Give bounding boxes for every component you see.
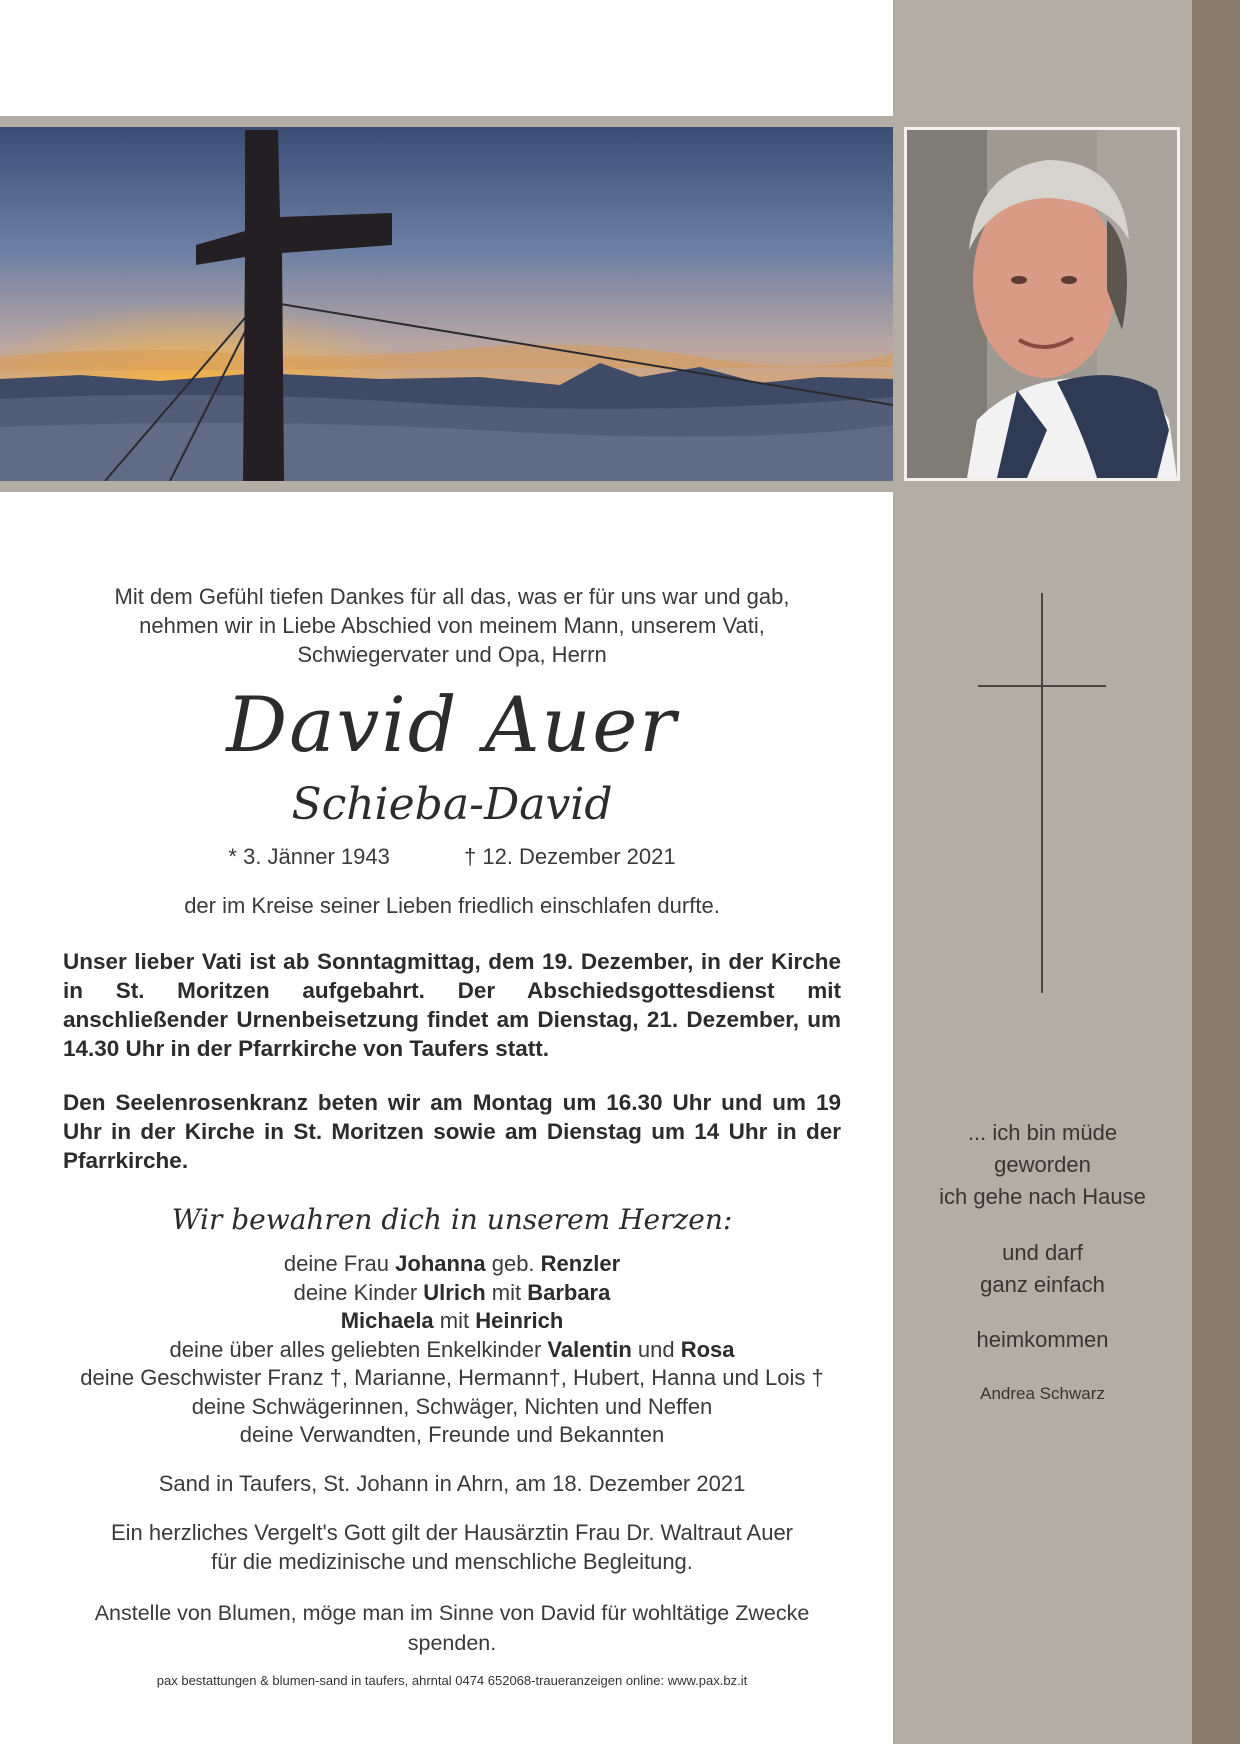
poem-line: ... ich bin müde — [967, 1120, 1118, 1145]
poem-line: und darf — [1002, 1240, 1083, 1265]
intro-line: nehmen wir in Liebe Abschied von meinem Mann, unserem Vati, — [139, 613, 765, 638]
mourner-line: deine über alles geliebten Enkelkinder Valentin und Rosa — [169, 1336, 735, 1362]
motto: Wir bewahren dich in unserem Herzen: — [171, 1203, 733, 1236]
portrait-frame — [904, 127, 1180, 481]
poem-stanza-2 — [893, 1237, 1192, 1301]
summit-cross-sunrise-photo — [0, 127, 893, 481]
death-date: † 12. Dezember 2021 — [464, 844, 676, 869]
poem-stanza-3: heimkommen — [976, 1327, 1109, 1352]
summit-cross-illustration — [0, 127, 893, 481]
thanks-line: Ein herzliches Vergelt's Gott gilt der Hausärztin Frau Dr. Waltraut Auer — [111, 1520, 793, 1545]
passed-away-text: der im Kreise seiner Lieben friedlich einschlafen durfte. — [184, 893, 720, 918]
mourner-line: Michaela mit Heinrich — [340, 1308, 564, 1333]
portrait-photo — [907, 130, 1177, 478]
place-date: Sand in Taufers, St. Johann in Ahrn, am 18. Dezember 2021 — [158, 1471, 746, 1496]
poem-author: Andrea Schwarz — [980, 1384, 1105, 1403]
mourners-list — [60, 1250, 844, 1450]
rosary-details-paragraph: Den Seelenrosenkranz beten wir am Montag um 16.30 Uhr und um 19 Uhr in der Kirche in St. Moritzen sowie am Dienstag um 14 Uhr in der Pfarrkirche. — [63, 1090, 841, 1173]
poem-line: ganz einfach — [980, 1272, 1105, 1297]
deceased-name: David Auer — [226, 680, 678, 769]
mourner-line: deine Kinder Ulrich mit Barbara — [293, 1279, 611, 1305]
poem-line: geworden — [994, 1152, 1091, 1177]
thanks-line: für die medizinische und menschliche Begleitung. — [211, 1549, 693, 1574]
intro-text — [60, 582, 844, 669]
funeral-details-paragraph: Unser lieber Vati ist ab Sonntagmittag, dem 19. Dezember, in der Kirche in St. Moritzen aufgebahrt. Der Abschiedsgottesdienst mit anschließender Urnenbeisetzung findet am Dienstag, 21. Dezember, um 14.30 Uhr in der Pfarrkirche von Taufers statt. — [63, 949, 841, 1061]
portrait-illustration — [907, 130, 1177, 478]
donation-note: Anstelle von Blumen, möge man im Sinne von David für wohltätige Zwecke spenden. — [94, 1601, 810, 1655]
cross-icon — [978, 593, 1106, 993]
birth-date: * 3. Jänner 1943 — [228, 844, 390, 869]
life-dates — [60, 842, 844, 872]
footer-imprint: pax bestattungen & blumen-sand in taufers, ahrntal 0474 652068-traueranzeigen online: www.pax.bz.it — [156, 1673, 748, 1688]
poem-line: ich gehe nach Hause — [939, 1184, 1146, 1209]
thanks-text — [60, 1518, 844, 1576]
intro-line: Mit dem Gefühl tiefen Dankes für all das, was er für uns war und gab, — [114, 584, 790, 609]
mourner-line: deine Geschwister Franz †, Marianne, Hermann†, Hubert, Hanna und Lois † — [80, 1365, 824, 1390]
mourner-line: deine Schwägerinnen, Schwäger, Nichten und Neffen — [191, 1393, 713, 1419]
sidebar-edge-strip — [1192, 0, 1240, 1744]
mourner-line: deine Verwandten, Freunde und Bekannten — [239, 1422, 665, 1447]
deceased-nickname: Schieba-David — [291, 779, 613, 830]
mourner-line: deine Frau Johanna geb. Renzler — [283, 1251, 621, 1276]
intro-line: Schwiegervater und Opa, Herrn — [297, 642, 607, 667]
poem-stanza-1 — [893, 1117, 1192, 1213]
